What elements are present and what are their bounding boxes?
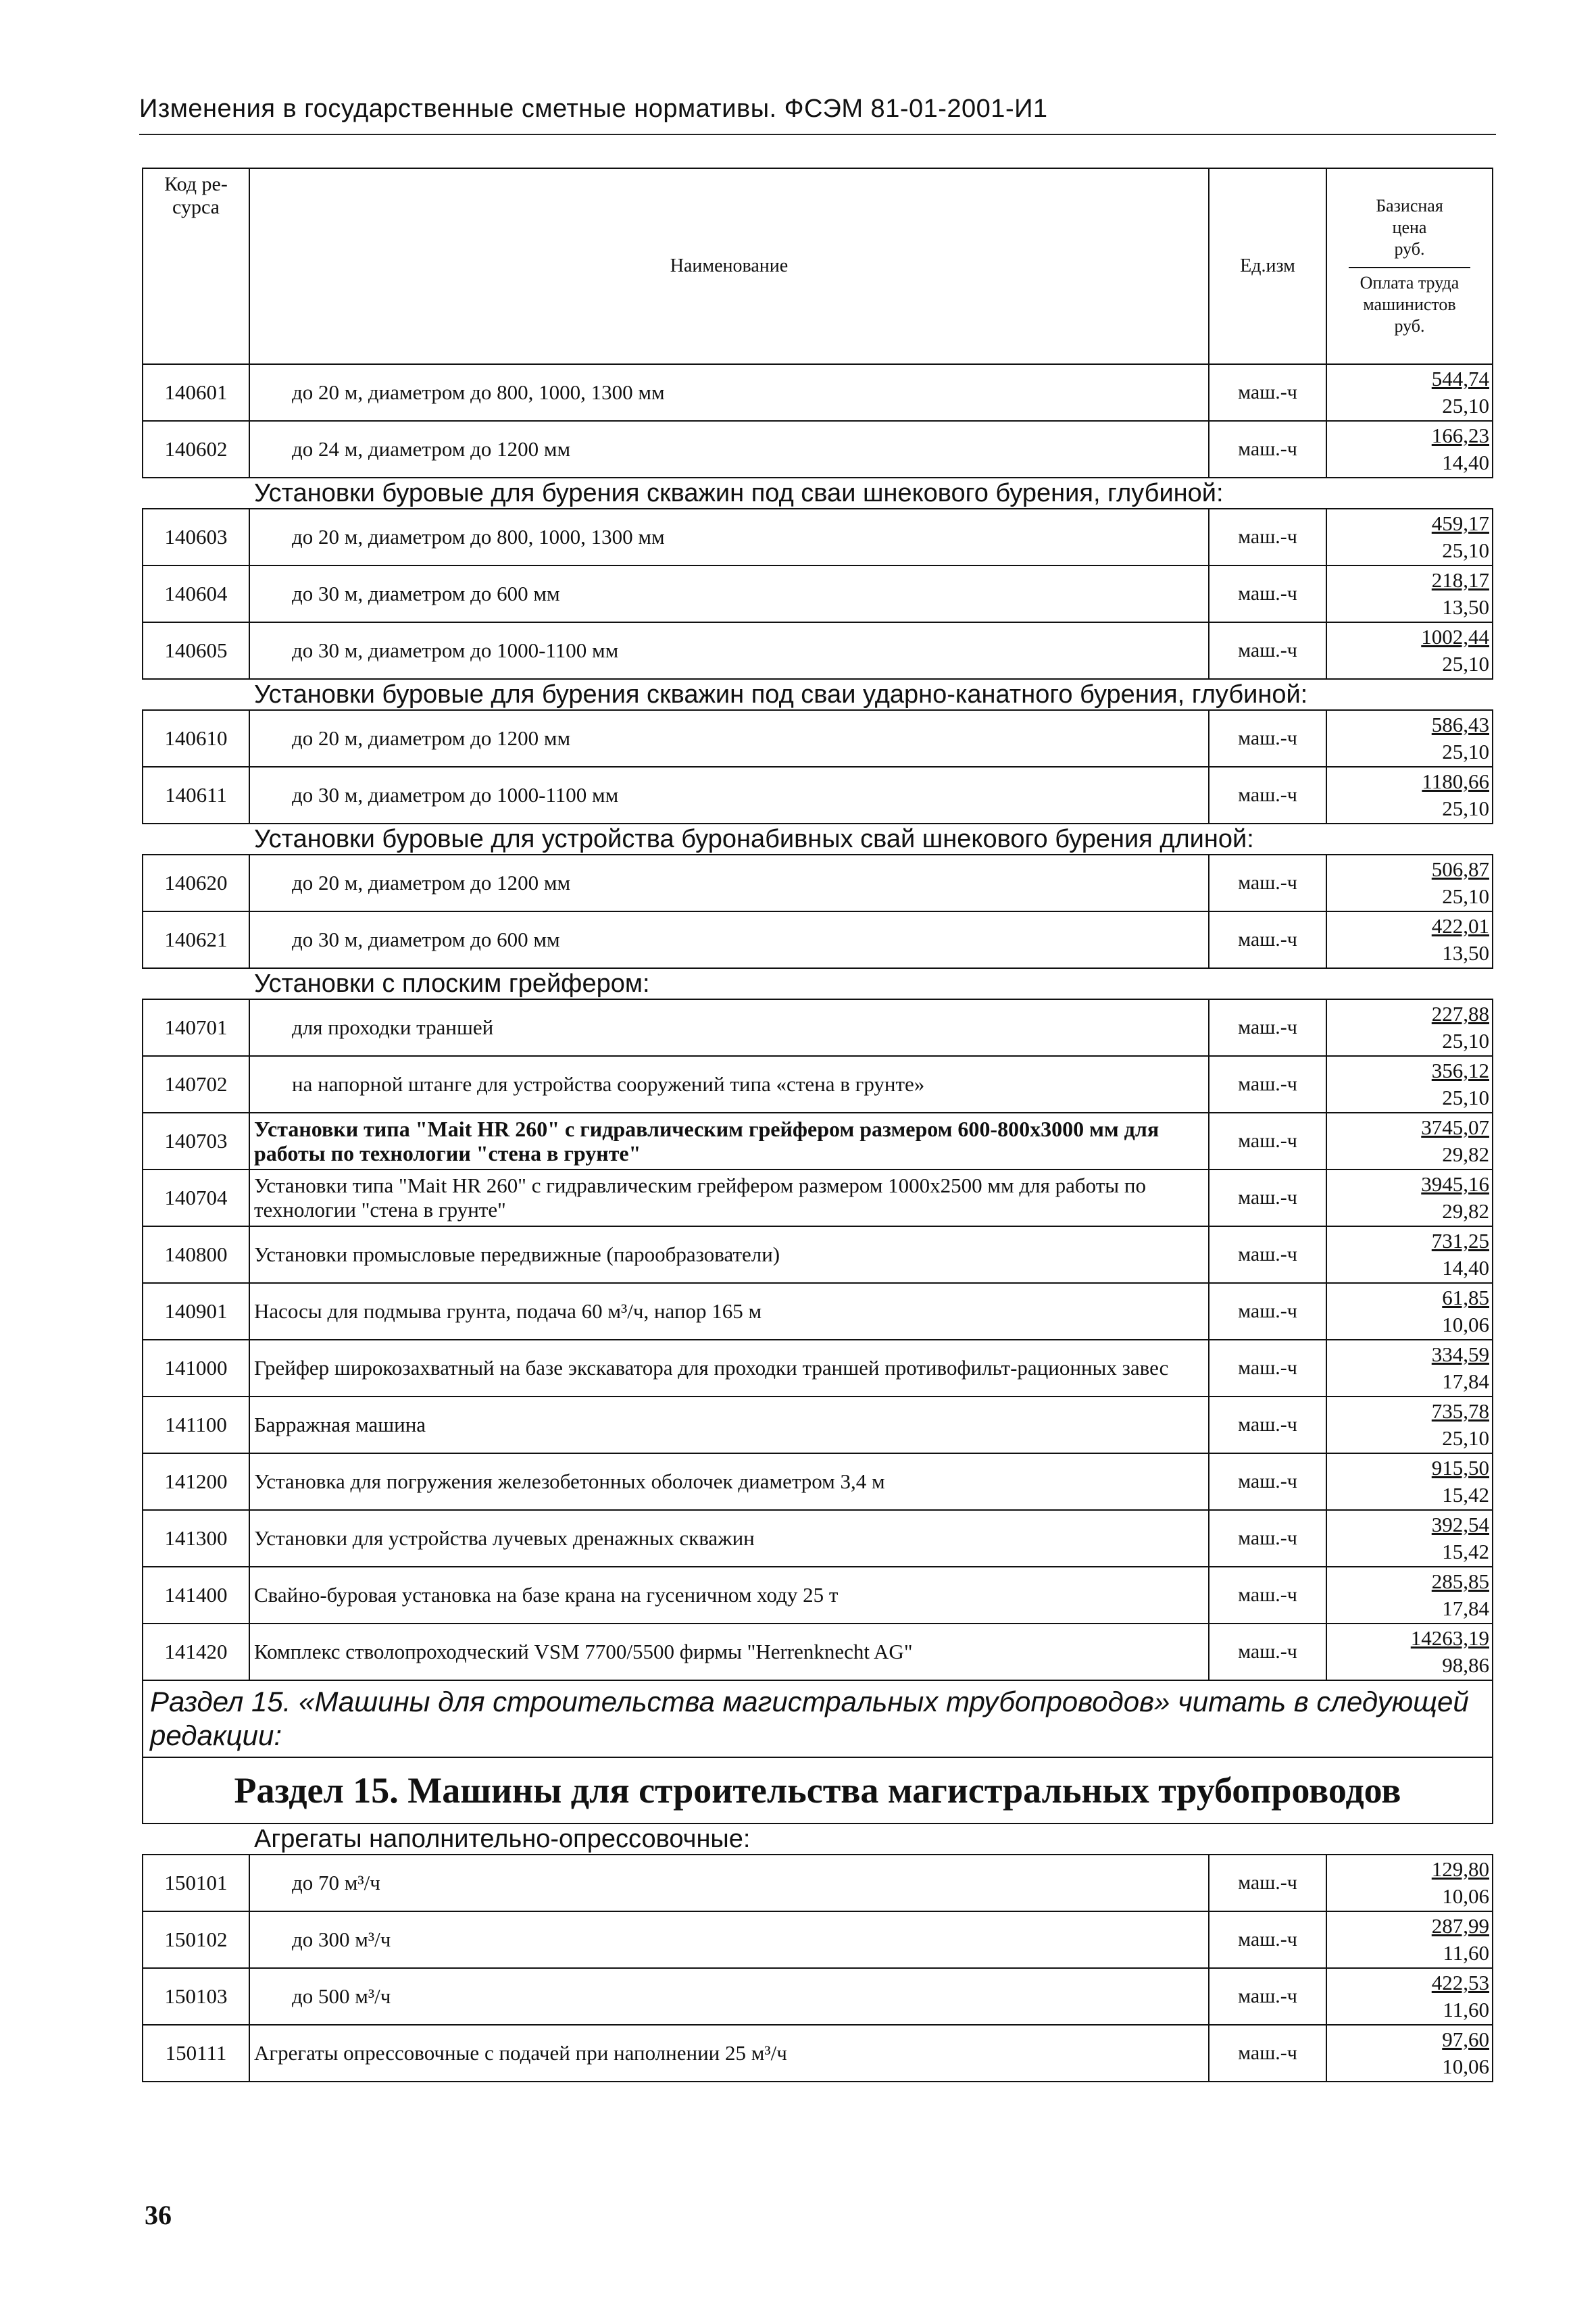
resource-name: до 20 м, диаметром до 1200 мм [249,710,1209,767]
price-cell [1326,1567,1493,1624]
price-cell [1326,1283,1493,1340]
resource-name: до 30 м, диаметром до 1000-1100 мм [249,622,1209,679]
table-row [143,1283,1493,1340]
resource-name: для проходки траншей [249,999,1209,1056]
base-price: 61,85 [1442,1286,1489,1309]
resource-code: 150111 [143,2025,249,2082]
price-cell [1326,1169,1493,1226]
resource-name: Насосы для подмыва грунта, подача 60 м³/ч, напор 165 м [249,1283,1209,1340]
col-header-unit: Ед.изм [1209,168,1326,364]
resource-code: 140800 [143,1226,249,1283]
price-cell [1326,911,1493,968]
price-cell [1326,1340,1493,1397]
table-row [143,509,1493,565]
table-row [143,1510,1493,1567]
table-row [143,1567,1493,1624]
table-row [143,1113,1493,1169]
group-heading: Установки буровые для бурения скважин под сваи ударно-канатного бурения, глубиной: [143,679,1493,710]
header-divider [1349,267,1471,268]
col-header-name: Наименование [249,168,1209,364]
table-body [143,364,1493,2082]
table-row [143,999,1493,1056]
resource-code: 140702 [143,1056,249,1113]
base-price: 287,99 [1431,1914,1489,1938]
operator-wage: 13,50 [1442,595,1489,619]
resource-table [142,168,1493,2082]
resource-code: 141100 [143,1397,249,1453]
table-row [143,2025,1493,2082]
unit-of-measure: маш.-ч [1209,421,1326,478]
operator-wage: 25,10 [1442,538,1489,562]
base-price: 586,43 [1431,713,1489,736]
resource-code: 150102 [143,1911,249,1968]
operator-wage: 29,82 [1442,1142,1489,1166]
operator-wage: 14,40 [1442,451,1489,474]
resource-name: до 20 м, диаметром до 800, 1000, 1300 мм [249,509,1209,565]
base-price: 356,12 [1431,1059,1489,1082]
group-heading-row [143,968,1493,999]
resource-name: Установки типа "Mait HR 260" с гидравлическим грейфером размером 600-800х3000 мм для работы по технологии "стена в грунте" [249,1113,1209,1169]
resource-code: 140603 [143,509,249,565]
resource-code: 140601 [143,364,249,421]
resource-name: до 20 м, диаметром до 1200 мм [249,855,1209,911]
resource-name: до 300 м³/ч [249,1911,1209,1968]
group-heading-row [143,679,1493,710]
base-price: 166,23 [1431,424,1489,447]
resource-code: 140620 [143,855,249,911]
operator-wage: 15,42 [1442,1483,1489,1507]
resource-code: 141420 [143,1624,249,1680]
base-price: 1002,44 [1421,625,1489,649]
table-row [143,911,1493,968]
price-cell [1326,1056,1493,1113]
group-heading-row [143,824,1493,855]
price-cell [1326,1226,1493,1283]
resource-name: Барражная машина [249,1397,1209,1453]
resource-code: 141200 [143,1453,249,1510]
operator-wage: 17,84 [1442,1369,1489,1393]
unit-of-measure: маш.-ч [1209,1226,1326,1283]
resource-code: 140621 [143,911,249,968]
group-heading: Установки буровые для устройства буронабивных свай шнекового бурения длиной: [143,824,1493,855]
price-cell [1326,565,1493,622]
resource-code: 140610 [143,710,249,767]
resource-name: Установки промысловые передвижные (парообразователи) [249,1226,1209,1283]
unit-of-measure: маш.-ч [1209,767,1326,824]
base-price: 422,01 [1431,914,1489,938]
price-cell [1326,1397,1493,1453]
resource-code: 141400 [143,1567,249,1624]
resource-name: Установки типа "Mait HR 260" с гидравлическим грейфером размером 1000х2500 мм для работы по технологии "стена в грунте" [249,1169,1209,1226]
table-row [143,855,1493,911]
base-price: 731,25 [1431,1229,1489,1253]
price-cell [1326,421,1493,478]
operator-wage: 17,84 [1442,1596,1489,1620]
unit-of-measure: маш.-ч [1209,2025,1326,2082]
price-cell [1326,1113,1493,1169]
col-header-operator-wage: Оплата труда машинистов руб. [1360,273,1460,336]
group-heading: Установки с плоским грейфером: [143,968,1493,999]
base-price: 392,54 [1431,1513,1489,1536]
table-row [143,565,1493,622]
base-price: 129,80 [1431,1857,1489,1881]
group-heading-row [143,478,1493,509]
operator-wage: 25,10 [1442,394,1489,418]
price-cell [1326,767,1493,824]
unit-of-measure: маш.-ч [1209,1968,1326,2025]
operator-wage: 10,06 [1442,1884,1489,1908]
unit-of-measure: маш.-ч [1209,364,1326,421]
operator-wage: 98,86 [1442,1653,1489,1677]
price-cell [1326,622,1493,679]
unit-of-measure: маш.-ч [1209,1567,1326,1624]
table-row [143,421,1493,478]
unit-of-measure: маш.-ч [1209,855,1326,911]
group-heading-row [143,1823,1493,1855]
base-price: 915,50 [1431,1456,1489,1480]
resource-name: Агрегаты опрессовочные с подачей при наполнении 25 м³/ч [249,2025,1209,2082]
unit-of-measure: маш.-ч [1209,565,1326,622]
unit-of-measure: маш.-ч [1209,1169,1326,1226]
unit-of-measure: маш.-ч [1209,622,1326,679]
base-price: 97,60 [1442,2028,1489,2051]
table-row [143,1226,1493,1283]
table-row [143,1968,1493,2025]
unit-of-measure: маш.-ч [1209,999,1326,1056]
price-cell [1326,855,1493,911]
resource-name: до 30 м, диаметром до 600 мм [249,911,1209,968]
table-row [143,1056,1493,1113]
base-price: 227,88 [1431,1002,1489,1026]
operator-wage: 25,10 [1442,1426,1489,1450]
price-cell [1326,1510,1493,1567]
base-price: 3945,16 [1421,1172,1489,1196]
price-cell [1326,1968,1493,2025]
base-price: 3745,07 [1421,1115,1489,1139]
resource-code: 150101 [143,1855,249,1911]
base-price: 334,59 [1431,1342,1489,1366]
unit-of-measure: маш.-ч [1209,1340,1326,1397]
resource-name: до 20 м, диаметром до 800, 1000, 1300 мм [249,364,1209,421]
operator-wage: 25,10 [1442,1086,1489,1109]
base-price: 544,74 [1431,367,1489,391]
resource-name: Грейфер широкозахватный на базе экскаватора для проходки траншей противофильт-рационных завес [249,1340,1209,1397]
edit-note-row [143,1680,1493,1757]
unit-of-measure: маш.-ч [1209,911,1326,968]
operator-wage: 14,40 [1442,1256,1489,1280]
table-row [143,710,1493,767]
resource-name: до 30 м, диаметром до 600 мм [249,565,1209,622]
unit-of-measure: маш.-ч [1209,1453,1326,1510]
operator-wage: 10,06 [1442,1313,1489,1336]
price-cell [1326,2025,1493,2082]
resource-name: Установка для погружения железобетонных оболочек диаметром 3,4 м [249,1453,1209,1510]
table-row [143,1340,1493,1397]
base-price: 506,87 [1431,857,1489,881]
col-header-base-price: Базисная цена руб. [1376,196,1443,259]
unit-of-measure: маш.-ч [1209,1283,1326,1340]
group-heading: Агрегаты наполнительно-опрессовочные: [143,1823,1493,1855]
base-price: 14263,19 [1410,1626,1489,1650]
operator-wage: 29,82 [1442,1199,1489,1223]
unit-of-measure: маш.-ч [1209,1113,1326,1169]
resource-code: 140611 [143,767,249,824]
resource-code: 140704 [143,1169,249,1226]
unit-of-measure: маш.-ч [1209,1397,1326,1453]
resource-code: 141300 [143,1510,249,1567]
resource-code: 140602 [143,421,249,478]
table-row [143,622,1493,679]
unit-of-measure: маш.-ч [1209,1855,1326,1911]
price-cell [1326,364,1493,421]
resource-name: до 24 м, диаметром до 1200 мм [249,421,1209,478]
col-header-code: Код ре- сурса [143,168,249,364]
unit-of-measure: маш.-ч [1209,710,1326,767]
resource-name: Свайно-буровая установка на базе крана на гусеничном ходу 25 т [249,1567,1209,1624]
resource-code: 141000 [143,1340,249,1397]
resource-name: Комплекс стволопроходческий VSM 7700/5500 фирмы "Herrenknecht AG" [249,1624,1209,1680]
table-row [143,364,1493,421]
page-number: 36 [145,2200,172,2230]
resource-name: до 30 м, диаметром до 1000-1100 мм [249,767,1209,824]
section-title-row [143,1757,1493,1823]
table-header-row [143,168,1493,364]
resource-code: 140901 [143,1283,249,1340]
base-price: 735,78 [1431,1399,1489,1423]
col-header-price [1326,168,1493,364]
unit-of-measure: маш.-ч [1209,1510,1326,1567]
operator-wage: 11,60 [1443,1998,1489,2021]
resource-code: 140605 [143,622,249,679]
resource-code: 140701 [143,999,249,1056]
base-price: 285,85 [1431,1569,1489,1593]
operator-wage: 25,10 [1442,652,1489,676]
price-cell [1326,1911,1493,1968]
section-title: Раздел 15. Машины для строительства магистральных трубопроводов [143,1757,1493,1823]
resource-name: до 70 м³/ч [249,1855,1209,1911]
unit-of-measure: маш.-ч [1209,1624,1326,1680]
resource-code: 140703 [143,1113,249,1169]
edit-note: Раздел 15. «Машины для строительства магистральных трубопроводов» читать в следующей редакции: [143,1680,1493,1757]
price-cell [1326,1855,1493,1911]
operator-wage: 25,10 [1442,740,1489,763]
base-price: 218,17 [1431,568,1489,592]
table-row [143,1169,1493,1226]
price-cell [1326,999,1493,1056]
table-row [143,1911,1493,1968]
base-price: 1180,66 [1422,770,1489,793]
table-row [143,1397,1493,1453]
operator-wage: 15,42 [1442,1540,1489,1563]
operator-wage: 11,60 [1443,1941,1489,1965]
unit-of-measure: маш.-ч [1209,509,1326,565]
operator-wage: 25,10 [1442,797,1489,820]
price-cell [1326,1453,1493,1510]
resource-name: на напорной штанге для устройства сооружений типа «стена в грунте» [249,1056,1209,1113]
base-price: 422,53 [1431,1971,1489,1994]
operator-wage: 25,10 [1442,1029,1489,1053]
header-rule [139,134,1496,135]
base-price: 459,17 [1431,511,1489,535]
resource-name: Установки для устройства лучевых дренажных скважин [249,1510,1209,1567]
table-row [143,1855,1493,1911]
operator-wage: 25,10 [1442,884,1489,908]
table-row [143,1624,1493,1680]
table-row [143,1453,1493,1510]
group-heading: Установки буровые для бурения скважин под сваи шнекового бурения, глубиной: [143,478,1493,509]
unit-of-measure: маш.-ч [1209,1056,1326,1113]
resource-code: 150103 [143,1968,249,2025]
unit-of-measure: маш.-ч [1209,1911,1326,1968]
price-cell [1326,710,1493,767]
resource-code: 140604 [143,565,249,622]
operator-wage: 10,06 [1442,2055,1489,2078]
price-cell [1326,509,1493,565]
resource-name: до 500 м³/ч [249,1968,1209,2025]
table-row [143,767,1493,824]
operator-wage: 13,50 [1442,941,1489,965]
document-header: Изменения в государственные сметные нормативы. ФСЭМ 81-01-2001-И1 [139,95,1048,123]
price-cell [1326,1624,1493,1680]
